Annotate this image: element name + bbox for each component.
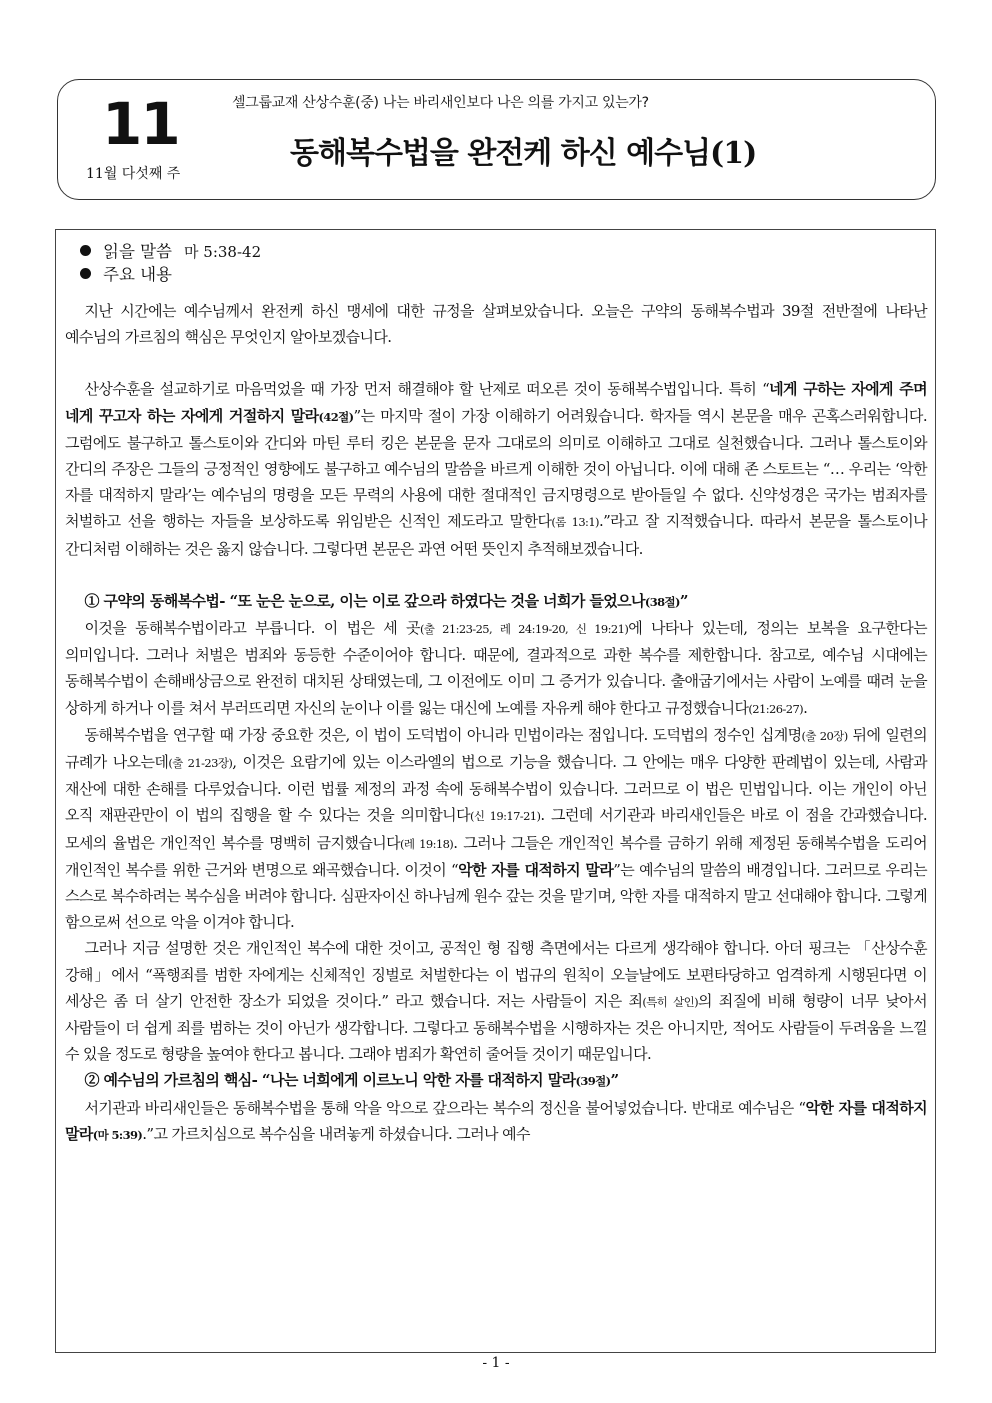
bullet-icon: [80, 245, 91, 256]
section-1-paragraph-2: 동해복수법을 연구할 때 가장 중요한 것은, 이 법이 도덕법이 아니라 민법이라는 점입니다. 도덕법의 정수인 십계명(출 20장) 뒤에 일련의 규례가 나오는데(출 21-23장), 이것은 요람기에 있는 이스라엘의 법으로 기능을 했습니다. 그 안에는 매우 다양한 판례법이 있는데, 사람과 재산에 대한 손해를 다루었습니다. 이런 법률 제정의 과정 속에 동해복수법이 있습니다. 그러므로 이 법은 민법입니다. 이는 개인이 아닌 오직 재판관만이 이 법의 집행을 할 수 있다는 것을 의미합니다(신 19:17-21). 그런데 서기관과 바리새인들은 바로 이 점을 간과했습니다. 모세의 율법은 개인적인 복수를 명백히 금지했습니다(레 19:18). 그러나 그들은 개인적인 복수를 금하기 위해 제정된 동해복수법을 도리어 개인적인 복수를 위한 근거와 변명으로 왜곡했습니다. 이것이 “악한 자를 대적하지 말라”는 예수님의 말씀의 배경입니다. 그러므로 우리는 스스로 복수하려는 복수심을 버려야 합니다. 심판자이신 하나님께 원수 갚는 것을 맡기며, 악한 자를 대적하지 말고 선대해야 합니다. 그렇게 함으로써 선으로 악을 이겨야 합니다.: [65, 725, 928, 932]
bullet-icon: [80, 268, 91, 279]
reading-line: [80, 241, 261, 263]
section-2-heading: ② 예수님의 가르침의 핵심- “나는 너희에게 이르노니 악한 자를 대적하지 말라(39절)”: [84, 1071, 619, 1090]
reading-label: 읽을 말씀: [103, 242, 173, 261]
quote-bold: 네게 구하는 자에게 주며 네게 꾸고자 하는 자에게 거절하지 말라: [65, 380, 927, 425]
section-1-paragraph-1: 이것을 동해복수법이라고 부릅니다. 이 법은 세 곳(출 21:23-25, 레 24:19-20, 신 19:21)에 나타나 있는데, 정의는 보복을 요구한다는 의미입니다. 그러나 처벌은 범죄와 동등한 수준이어야 합니다. 때문에, 결과적으로 과한 복수를 제한합니다. 참고로, 예수님 시대에는 동해복수법이 손해배상금으로 완전히 대치된 상태였는데, 그 이전에도 이미 그 증거가 있습니다. 출애굽기에서는 사람이 노예를 때려 눈을 상하게 하거나 이를 쳐서 부러뜨리면 자신의 눈이나 이를 잃는 대신에 노예를 자유케 해야 한다고 규정했습니다(21:26-27).: [65, 619, 927, 717]
summary-label: 주요 내용: [103, 265, 173, 284]
series-title: 셀그룹교재 산상수훈(중) 나는 바리새인보다 나은 의를 가지고 있는가?: [232, 95, 649, 111]
intro-paragraph: 지난 시간에는 예수님께서 완전케 하신 맹세에 대한 규정을 살펴보았습니다. 오늘은 구약의 동해복수법과 39절 전반절에 나타난 예수님의 가르침의 핵심은 무엇인지 알아보겠습니다.: [65, 302, 927, 347]
page-number: - 1 -: [482, 1355, 510, 1371]
section-1-paragraph-3: 그러나 지금 설명한 것은 개인적인 복수에 대한 것이고, 공적인 형 집행 측면에서는 다르게 생각해야 합니다. 아더 핑크는 「산상수훈 강해」에서 “폭행죄를 범한 자에게는 신체적인 징벌로 처벌한다는 이 법규의 원칙이 오늘날에도 보편타당하고 엄격하게 시행된다면 이 세상은 좀 더 살기 안전한 장소가 되었을 것이다.” 라고 했습니다. 저는 사람들이 지은 죄(특히 살인)의 죄질에 비해 형량이 너무 낮아서 사람들이 더 쉽게 죄를 범하는 것이 아닌가 생각합니다. 그렇다고 동해복수법을 시행하자는 것은 아니지만, 적어도 사람들이 두려움을 느낄 수 있을 정도로 형량을 높여야 한다고 봅니다. 그래야 범죄가 확연히 줄어들 것이기 때문입니다.: [65, 939, 927, 1064]
section-2-paragraph-1: 서기관과 바리새인들은 동해복수법을 통해 악을 악으로 갚으라는 복수의 정신을 불어넣었습니다. 반대로 예수님은 “악한 자를 대적하지 말라(마 5:39).”고 가르치심으로 복수심을 내려놓게 하셨습니다. 그러나 예수: [65, 1098, 927, 1143]
summary-line: [80, 264, 172, 286]
section-1-heading: ① 구약의 동해복수법- “또 눈은 눈으로, 이는 이로 갚으라 하였다는 것을 너희가 들었으나(38절)”: [84, 591, 688, 610]
lesson-number: 11: [102, 90, 179, 158]
page-title: 동해복수법을 완전케 하신 예수님(1): [290, 136, 757, 171]
week-label: 11월 다섯째 주: [86, 166, 181, 182]
reading-ref: 마 5:38-42: [184, 243, 262, 261]
body-text: [65, 298, 927, 1148]
paragraph-2: 산상수훈을 설교하기로 마음먹었을 때 가장 먼저 해결해야 할 난제로 떠오른 것이 동해복수법입니다. 특히 “네게 구하는 자에게 주며 네게 꾸고자 하는 자에게 거절하지 말라(42절)”는 마지막 절이 가장 이해하기 어려웠습니다. 학자들 역시 본문을 매우 곤혹스러워합니다. 그럼에도 불구하고 톨스토이와 간디와 마틴 루터 킹은 본문을 문자 그대로의 의미로 이해하고 그대로 실천했습니다. 그러나 톨스토이와 간디의 주장은 그들의 긍정적인 영향에도 불구하고 예수님의 말씀을 바르게 이해한 것이 아닙니다. 이에 대해 존 스토트는 “… 우리는 ‘악한 자를 대적하지 말라’는 예수님의 명령을 모든 무력의 사용에 대한 절대적인 금지명령으로 받아들일 수 없다. 신약성경은 국가는 범죄자를 처벌하고 선을 행하는 자들을 보상하도록 위임받은 신적인 제도라고 말한다(롬 13:1).”라고 잘 지적했습니다. 따라서 본문을 톨스토이나 간디처럼 이해하는 것은 옳지 않습니다. 그렇다면 본문은 과연 어떤 뜻인지 추적해보겠습니다.: [65, 380, 927, 558]
